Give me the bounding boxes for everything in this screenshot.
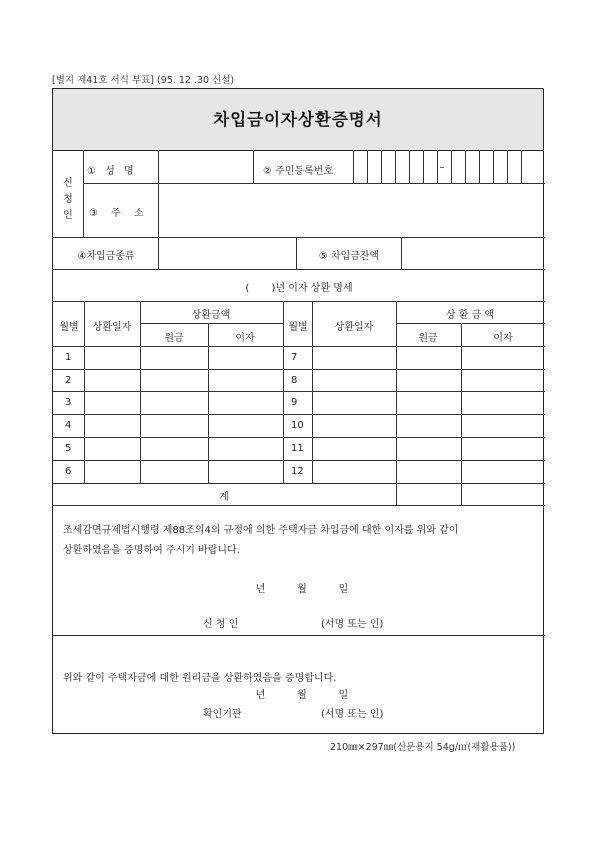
month-label: 9 [291, 397, 298, 408]
interest-header: 이자 [235, 333, 255, 344]
date-header: 상환일자 [92, 322, 132, 333]
certification-text [63, 521, 539, 561]
name-label: ① 성 명 [87, 166, 134, 177]
month-label: 4 [65, 420, 72, 431]
certification-date: 년 월 일 [255, 584, 349, 595]
detail-heading: ( )년 이자 상환 명세 [245, 283, 353, 294]
month-label: 1 [65, 352, 72, 363]
applicant-char: 인 [63, 210, 73, 221]
loan-type-field[interactable] [159, 238, 295, 268]
applicant-char: 신 [63, 178, 73, 189]
rrn-label: ② 주민등록번호 [263, 166, 334, 177]
divider [83, 151, 84, 237]
month-label: 12 [291, 466, 304, 477]
month-header: 월별 [288, 322, 308, 333]
principal-header: 원금 [418, 333, 438, 344]
divider [53, 635, 545, 636]
total-label: 계 [219, 492, 229, 503]
address-field[interactable] [159, 184, 544, 236]
divider [53, 301, 545, 302]
month-label: 10 [291, 420, 304, 431]
month-label: 11 [291, 443, 304, 454]
interest-header: 이자 [493, 333, 513, 344]
applicant-char: 청 [63, 194, 73, 205]
confirmation-text: 위와 같이 주택자금에 대한 원리금을 상환하였음을 증명합니다. [63, 673, 337, 684]
divider [296, 237, 297, 269]
divider [253, 151, 254, 183]
amount-header: 상 환 금 액 [445, 310, 495, 321]
month-label: 7 [291, 352, 298, 363]
applicant-signature-label: 신 청 인 [203, 619, 239, 630]
form-frame [52, 88, 544, 734]
signature-placeholder: (서명 또는 인) [321, 619, 384, 630]
divider [53, 269, 545, 270]
month-label: 6 [65, 466, 72, 477]
name-field[interactable] [159, 152, 252, 182]
form-title: 차입금이자상환증명서 [213, 110, 383, 129]
rrn-field[interactable] [354, 152, 544, 182]
confirmation-date: 년 월 일 [255, 690, 349, 701]
signature-placeholder: (서명 또는 인) [321, 709, 384, 720]
address-label: ③ 주 소 [89, 208, 144, 219]
certification-line: 조세감면규제법시행령 제88조의4의 규정에 의한 주택자금 차입금에 대한 이자를 위와 같이 [63, 525, 459, 536]
loan-balance-label: ⑤ 차입금잔액 [318, 251, 380, 262]
month-label: 2 [65, 375, 72, 386]
certification-line: 상환하였음을 증명하여 주시기 바랍니다. [63, 545, 240, 556]
form-reference: [별지 제41호 서식 부표] (95. 12 .30 신설) [52, 75, 235, 86]
principal-header: 원금 [164, 333, 184, 344]
month-header: 월별 [59, 322, 79, 333]
date-header: 상환일자 [334, 322, 374, 333]
month-label: 3 [65, 397, 72, 408]
institution-label: 확인기관 [203, 709, 242, 720]
loan-type-label: ④차입금종류 [77, 251, 135, 262]
amount-header: 상환금액 [191, 310, 231, 321]
loan-balance-field[interactable] [402, 238, 544, 268]
month-label: 5 [65, 443, 72, 454]
paper-spec-footer: 210㎜×297㎜(신문용지 54g/㎡(재활용품)) [330, 742, 516, 753]
rrn-dash: – [439, 162, 445, 173]
month-label: 8 [291, 375, 298, 386]
